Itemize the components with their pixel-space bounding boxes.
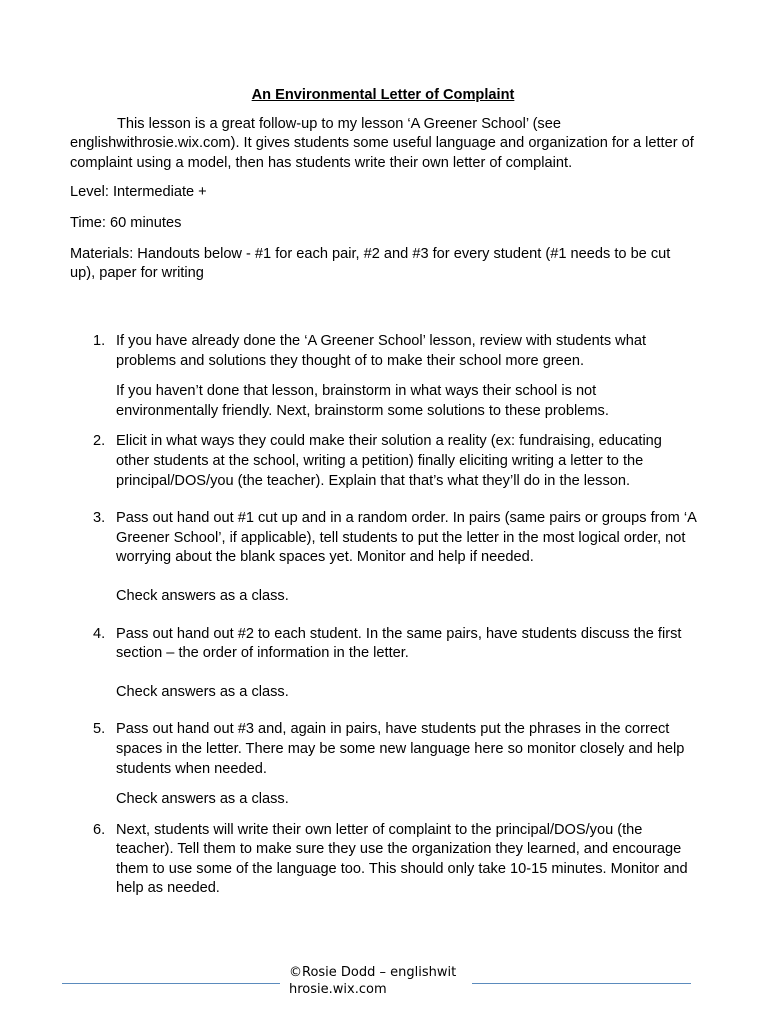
level-line: Level: Intermediate + xyxy=(70,184,207,201)
document-title: An Environmental Letter of Complaint xyxy=(251,87,515,103)
step-text: Elicit in what ways they could make their solution a reality (ex: fundraising, educating other students at the school, writing a petition) finally eliciting writing a letter to the principal/DOS/you (the teacher). Explain that that’s what they’ll do in the lesson. xyxy=(116,433,662,489)
lesson-steps-list xyxy=(70,332,696,899)
step-text: Next, students will write their own letter of complaint to the principal/DOS/you (the teacher). Tell them to make sure they use the organization they learned, and encourage them to use some of the language too. This should only take 10-15 minutes. Monitor and help as needed. xyxy=(116,821,688,897)
footer-copyright: ©Rosie Dodd – englishwithrosie.wix.com xyxy=(289,965,457,997)
list-item xyxy=(70,432,696,491)
intro-paragraph: This lesson is a great follow-up to my lesson ‘A Greener School’ (see englishwithrosie.wix.com). It gives students some useful language and organization for a letter of complaint using a model, then has students write their own letter of complaint. xyxy=(70,115,694,171)
step-number: 5. xyxy=(93,721,106,738)
step-subtext: Check answers as a class. xyxy=(116,587,289,604)
footer-divider-left xyxy=(62,983,280,984)
list-item xyxy=(70,720,696,809)
step-number: 6. xyxy=(93,821,106,838)
list-item xyxy=(70,509,696,606)
list-item xyxy=(70,821,696,899)
list-item xyxy=(70,332,696,421)
footer-divider-right xyxy=(472,983,691,984)
materials-line: Materials: Handouts below - #1 for each pair, #2 and #3 for every student (#1 needs to be cut up), paper for writing xyxy=(70,245,671,282)
step-text: If you have already done the ‘A Greener School’ lesson, review with students what problems and solutions they thought of to make their school more green. xyxy=(116,333,646,369)
step-number: 4. xyxy=(93,625,106,642)
list-item xyxy=(70,625,696,703)
step-text: Pass out hand out #2 to each student. In the same pairs, have students discuss the first section – the order of information in the letter. xyxy=(116,625,682,662)
step-text: Pass out hand out #1 cut up and in a random order. In pairs (same pairs or groups from ‘A Greener School’, if applicable), tell students to put the letter in the most logical order, not worrying about the blank spaces yet. Monitor and help if needed. xyxy=(116,510,697,566)
step-number: 2. xyxy=(93,433,106,450)
step-subtext: If you haven’t done that lesson, brainstorm in what ways their school is not environmentally friendly. Next, brainstorm some solutions to these problems. xyxy=(116,383,609,419)
step-number: 3. xyxy=(93,510,106,527)
step-subtext: Check answers as a class. xyxy=(116,791,289,808)
step-text: Pass out hand out #3 and, again in pairs, have students put the phrases in the correct spaces in the letter. There may be some new language here so monitor closely and help students when needed. xyxy=(116,721,685,777)
step-subtext: Check answers as a class. xyxy=(116,683,289,700)
step-number: 1. xyxy=(93,333,106,349)
time-line: Time: 60 minutes xyxy=(70,214,182,231)
page-footer xyxy=(0,962,768,1022)
document-page xyxy=(70,86,697,897)
